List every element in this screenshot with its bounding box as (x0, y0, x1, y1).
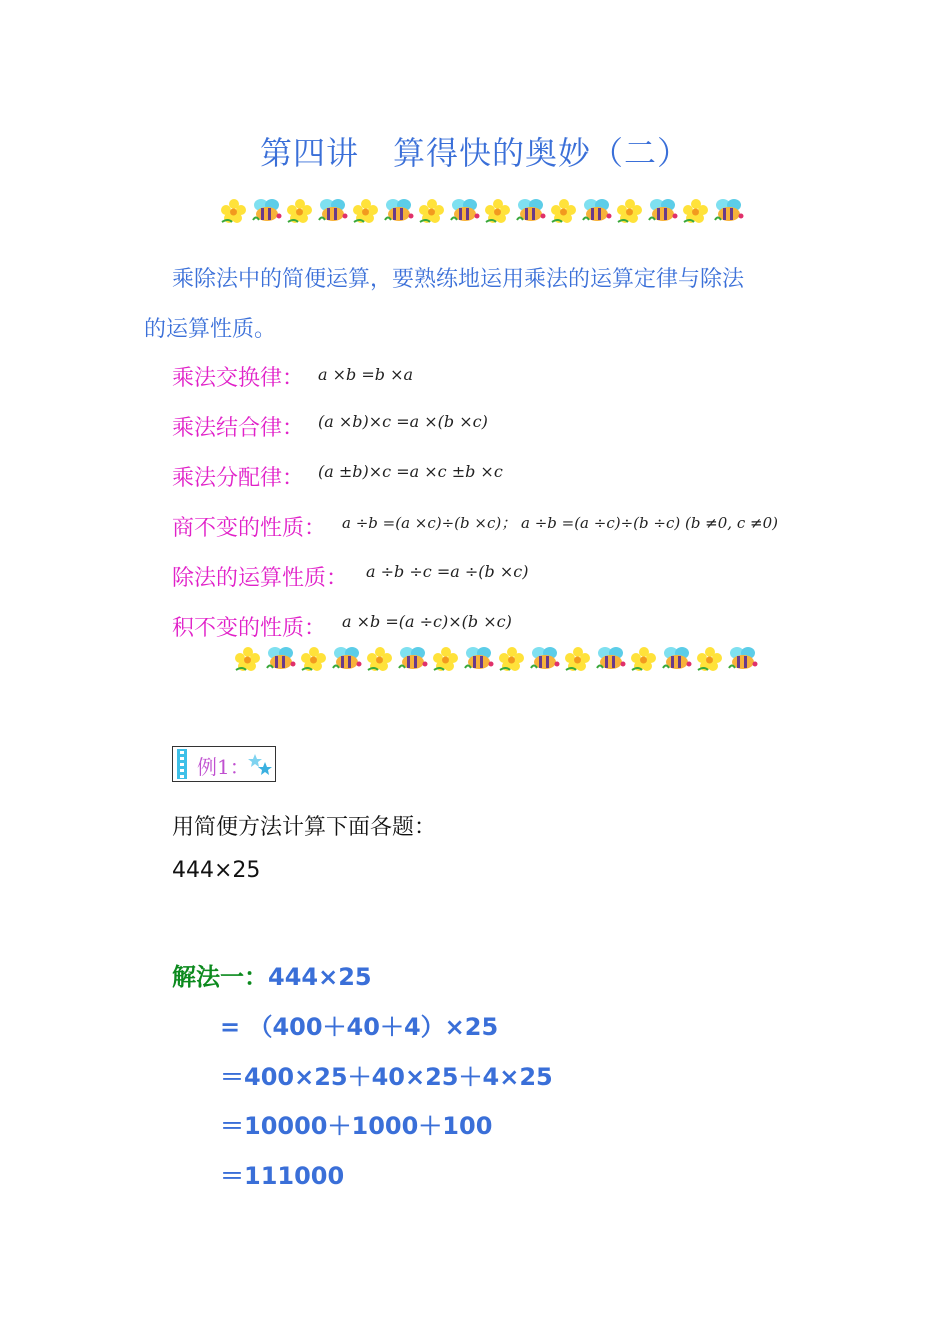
law-label: 乘法结合律： (172, 416, 305, 441)
flower-icon (220, 198, 248, 228)
bee-icon (646, 198, 680, 228)
bee-icon (712, 198, 746, 228)
solution-heading: 解法一： (172, 963, 268, 991)
title-lesson: 第四讲 (259, 134, 359, 172)
flower-icon (300, 646, 328, 676)
bee-icon (594, 646, 628, 676)
flower-icon (432, 646, 460, 676)
page-title (0, 128, 950, 174)
solution-step: ＝10000＋1000＋100 (220, 1112, 493, 1140)
solution-step: ＝111000 (220, 1162, 345, 1190)
solution-step: = （400＋40＋4）×25 (220, 1013, 499, 1041)
law-label: 除法的运算性质： (172, 566, 349, 591)
flower-icon (696, 646, 724, 676)
problem-prompt: 用简便方法计算下面各题： (172, 815, 437, 840)
bee-icon (316, 198, 350, 228)
law-formula: a ×b =b ×a (318, 365, 414, 384)
decorative-border-bottom (234, 646, 760, 676)
flower-icon (616, 198, 644, 228)
stars-icon (247, 753, 273, 779)
bee-icon (660, 646, 694, 676)
law-label: 积不变的性质： (172, 616, 327, 641)
law-formula: (a ×b)×c =a ×(b ×c) (318, 412, 488, 431)
law-formula: (a ±b)×c =a ×c ±b ×c (318, 462, 503, 481)
flower-icon (286, 198, 314, 228)
flower-icon (484, 198, 512, 228)
flower-icon (352, 198, 380, 228)
decorative-border-top (220, 198, 746, 228)
example-label: 例1： (197, 755, 250, 779)
bee-icon (382, 198, 416, 228)
law-label: 乘法分配律： (172, 466, 305, 491)
bee-icon (514, 198, 548, 228)
bee-icon (264, 646, 298, 676)
example-badge (172, 746, 276, 782)
bee-icon (448, 198, 482, 228)
law-formula: a ÷b ÷c =a ÷(b ×c) (366, 562, 529, 581)
bee-icon (528, 646, 562, 676)
flower-icon (630, 646, 658, 676)
solution-first-line (172, 957, 372, 992)
flower-icon (564, 646, 592, 676)
law-label: 商不变的性质： (172, 516, 327, 541)
flower-icon (418, 198, 446, 228)
bee-icon (330, 646, 364, 676)
film-strip-icon (177, 749, 187, 779)
law-formula: a ×b =(a ÷c)×(b ×c) (342, 612, 512, 631)
flower-icon (234, 646, 262, 676)
bee-icon (726, 646, 760, 676)
problem-expression: 444×25 (172, 858, 261, 883)
intro-line-1: 乘除法中的简便运算，要熟练地运用乘法的运算定律与除法 (172, 267, 745, 292)
flower-icon (682, 198, 710, 228)
law-formula: a ÷b =(a ×c)÷(b ×c)； a ÷b =(a ÷c)÷(b ÷c) (b ≠0, c ≠0) (342, 514, 778, 532)
flower-icon (498, 646, 526, 676)
intro-line-2: 的运算性质。 (144, 317, 277, 342)
flower-icon (550, 198, 578, 228)
bee-icon (250, 198, 284, 228)
bee-icon (580, 198, 614, 228)
solution-step: ＝400×25＋40×25＋4×25 (220, 1063, 553, 1091)
solution-expression: 444×25 (268, 963, 372, 991)
law-label: 乘法交换律： (172, 366, 305, 391)
bee-icon (462, 646, 496, 676)
flower-icon (366, 646, 394, 676)
title-topic: 算得快的奥妙（二） (393, 134, 691, 172)
bee-icon (396, 646, 430, 676)
